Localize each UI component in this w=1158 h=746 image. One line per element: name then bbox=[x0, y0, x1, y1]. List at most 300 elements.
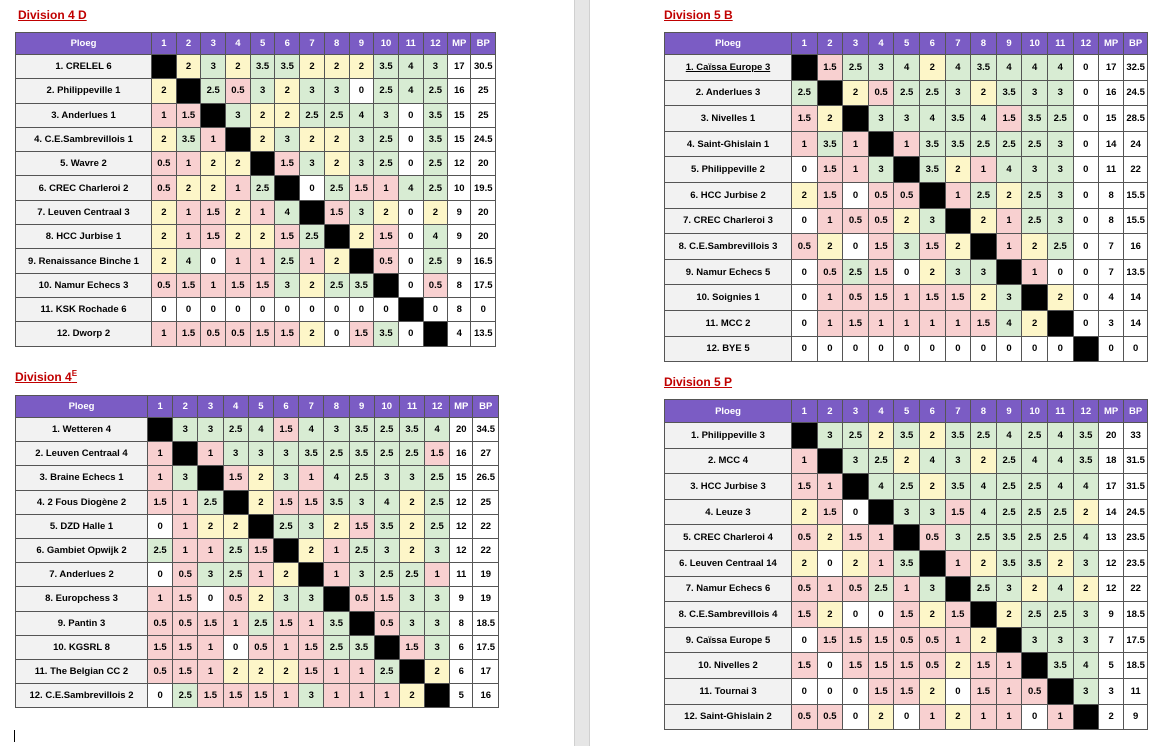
board-points-cell: 0 bbox=[471, 297, 496, 321]
score-cell: 3 bbox=[425, 538, 450, 562]
score-cell: 2 bbox=[399, 538, 424, 562]
score-cell: 3.5 bbox=[1073, 423, 1099, 449]
score-cell: 4 bbox=[996, 157, 1022, 183]
score-cell: 2.5 bbox=[1047, 234, 1073, 260]
self-match-cell bbox=[894, 157, 920, 183]
table-row bbox=[16, 225, 496, 249]
score-cell: 2.5 bbox=[1022, 474, 1048, 500]
team-name-cell: 8. Europchess 3 bbox=[16, 587, 148, 611]
score-cell: 1.5 bbox=[919, 234, 945, 260]
score-cell: 2.5 bbox=[423, 152, 448, 176]
column-header-4: 4 bbox=[868, 33, 894, 55]
board-points-cell: 17 bbox=[473, 659, 499, 683]
team-name-cell: 10. Soignies 1 bbox=[665, 285, 792, 311]
score-cell: 0 bbox=[324, 322, 349, 346]
score-cell: 1 bbox=[198, 635, 223, 659]
team-name-cell[interactable]: 1. Caïssa Europe 3 bbox=[665, 55, 792, 81]
score-cell: 4 bbox=[1022, 55, 1048, 81]
score-cell: 2.5 bbox=[843, 259, 869, 285]
team-name-cell: 10. KGSRL 8 bbox=[16, 635, 148, 659]
score-cell: 2.5 bbox=[996, 131, 1022, 157]
table-row bbox=[16, 273, 496, 297]
match-points-cell: 8 bbox=[450, 611, 473, 635]
score-cell: 3 bbox=[425, 587, 450, 611]
score-cell: 0 bbox=[250, 297, 275, 321]
score-cell: 4 bbox=[1047, 423, 1073, 449]
score-cell: 4 bbox=[1047, 576, 1073, 602]
score-cell: 3.5 bbox=[945, 423, 971, 449]
score-cell: 2.5 bbox=[425, 514, 450, 538]
score-cell: 2.5 bbox=[148, 538, 173, 562]
score-cell: 0 bbox=[792, 259, 818, 285]
score-cell: 2.5 bbox=[275, 249, 300, 273]
self-match-cell bbox=[273, 538, 298, 562]
score-cell: 1.5 bbox=[299, 635, 324, 659]
score-cell: 2.5 bbox=[324, 273, 349, 297]
score-cell: 1 bbox=[176, 152, 201, 176]
score-cell: 1 bbox=[176, 225, 201, 249]
score-cell: 1.5 bbox=[894, 602, 920, 628]
board-points-cell: 25 bbox=[473, 490, 499, 514]
score-cell: 2.5 bbox=[868, 576, 894, 602]
board-points-cell: 22 bbox=[473, 514, 499, 538]
score-cell: 2 bbox=[792, 550, 818, 576]
score-cell: 3 bbox=[1047, 182, 1073, 208]
score-cell: 3.5 bbox=[945, 106, 971, 132]
score-cell: 3.5 bbox=[250, 55, 275, 79]
score-cell: 1 bbox=[996, 704, 1022, 730]
table-row bbox=[16, 684, 499, 708]
score-cell: 2.5 bbox=[843, 423, 869, 449]
column-header-7: 7 bbox=[945, 33, 971, 55]
column-header-1: 1 bbox=[148, 396, 173, 418]
match-points-cell: 4 bbox=[1099, 285, 1124, 311]
board-points-cell: 9 bbox=[1124, 704, 1148, 730]
score-cell: 0 bbox=[843, 499, 869, 525]
self-match-cell bbox=[1022, 653, 1048, 679]
score-cell: 2.5 bbox=[1022, 208, 1048, 234]
table-row bbox=[665, 474, 1148, 500]
score-cell: 2 bbox=[374, 200, 399, 224]
table-row bbox=[16, 514, 499, 538]
score-cell: 2.5 bbox=[374, 418, 399, 442]
score-cell: 2 bbox=[275, 79, 300, 103]
score-cell: 1.5 bbox=[226, 273, 251, 297]
text-cursor bbox=[14, 730, 15, 742]
column-header-6: 6 bbox=[919, 400, 945, 423]
self-match-cell bbox=[945, 208, 971, 234]
score-cell: 3.5 bbox=[324, 490, 349, 514]
table-row bbox=[16, 322, 496, 346]
table-row bbox=[665, 627, 1148, 653]
score-cell: 2.5 bbox=[425, 466, 450, 490]
standings-table-5p bbox=[664, 399, 1148, 730]
score-cell: 2 bbox=[300, 127, 325, 151]
score-cell: 2 bbox=[176, 176, 201, 200]
score-cell: 4 bbox=[971, 499, 997, 525]
score-cell: 3 bbox=[248, 442, 273, 466]
standings-table-4e bbox=[15, 395, 499, 708]
table-row bbox=[16, 55, 496, 79]
self-match-cell bbox=[299, 563, 324, 587]
score-cell: 1 bbox=[868, 310, 894, 336]
score-cell: 1 bbox=[817, 285, 843, 311]
table-row bbox=[16, 249, 496, 273]
division-title-text: Division 4 bbox=[15, 370, 72, 384]
match-points-cell: 5 bbox=[1099, 653, 1124, 679]
match-points-cell: 7 bbox=[1099, 234, 1124, 260]
table-row bbox=[665, 310, 1148, 336]
score-cell: 3 bbox=[894, 234, 920, 260]
self-match-cell bbox=[1047, 310, 1073, 336]
table-row bbox=[665, 55, 1148, 81]
score-cell: 3 bbox=[198, 418, 223, 442]
self-match-cell bbox=[1073, 336, 1099, 362]
score-cell: 3.5 bbox=[1022, 550, 1048, 576]
match-points-cell: 12 bbox=[450, 538, 473, 562]
score-cell: 0 bbox=[198, 587, 223, 611]
score-cell: 2.5 bbox=[1047, 525, 1073, 551]
board-points-cell: 22 bbox=[1124, 157, 1148, 183]
score-cell: 3 bbox=[226, 103, 251, 127]
score-cell: 2.5 bbox=[792, 80, 818, 106]
score-cell: 1.5 bbox=[971, 653, 997, 679]
match-points-cell: 17 bbox=[448, 55, 471, 79]
board-points-cell: 16 bbox=[473, 684, 499, 708]
score-cell: 1.5 bbox=[996, 106, 1022, 132]
score-cell: 1.5 bbox=[250, 322, 275, 346]
score-cell: 4 bbox=[299, 418, 324, 442]
team-name-cell: 11. KSK Rochade 6 bbox=[16, 297, 152, 321]
score-cell: 0 bbox=[1047, 259, 1073, 285]
score-cell: 3 bbox=[1047, 80, 1073, 106]
column-header-5: 5 bbox=[894, 400, 920, 423]
score-cell: 2 bbox=[1022, 310, 1048, 336]
score-cell: 0.5 bbox=[173, 563, 198, 587]
match-points-cell: 5 bbox=[450, 684, 473, 708]
score-cell: 1 bbox=[868, 525, 894, 551]
score-cell: 2 bbox=[971, 627, 997, 653]
score-cell: 0 bbox=[1073, 310, 1099, 336]
score-cell: 3 bbox=[868, 106, 894, 132]
score-cell: 2.5 bbox=[1047, 499, 1073, 525]
score-cell: 2.5 bbox=[273, 514, 298, 538]
score-cell: 0.5 bbox=[868, 208, 894, 234]
match-points-cell: 8 bbox=[448, 297, 471, 321]
team-name-cell: 2. Leuven Centraal 4 bbox=[16, 442, 148, 466]
column-header-6: 6 bbox=[919, 33, 945, 55]
column-header-10: 10 bbox=[374, 33, 399, 55]
score-cell: 2 bbox=[349, 225, 374, 249]
self-match-cell bbox=[1022, 285, 1048, 311]
team-name-cell: 5. DZD Halle 1 bbox=[16, 514, 148, 538]
score-cell: 1 bbox=[201, 127, 226, 151]
match-points-cell: 12 bbox=[448, 152, 471, 176]
division-title-text: Division 5 P bbox=[664, 375, 733, 389]
score-cell: 2 bbox=[248, 587, 273, 611]
score-cell: 1.5 bbox=[275, 322, 300, 346]
score-cell: 3.5 bbox=[176, 127, 201, 151]
team-name-cell: 8. HCC Jurbise 1 bbox=[16, 225, 152, 249]
score-cell: 3 bbox=[374, 538, 399, 562]
match-points-cell: 20 bbox=[450, 418, 473, 442]
score-cell: 2 bbox=[201, 176, 226, 200]
score-cell: 2.5 bbox=[996, 474, 1022, 500]
score-cell: 2 bbox=[349, 55, 374, 79]
team-name-cell: 3. Braine Echecs 1 bbox=[16, 466, 148, 490]
score-cell: 3 bbox=[1073, 627, 1099, 653]
table-row bbox=[665, 131, 1148, 157]
score-cell: 3.5 bbox=[971, 55, 997, 81]
score-cell: 1.5 bbox=[792, 106, 818, 132]
column-header-4: 4 bbox=[868, 400, 894, 423]
table-row bbox=[665, 182, 1148, 208]
score-cell: 1.5 bbox=[868, 653, 894, 679]
match-points-cell: 15 bbox=[448, 103, 471, 127]
board-points-cell: 13.5 bbox=[471, 322, 496, 346]
score-cell: 1 bbox=[148, 442, 173, 466]
board-points-cell: 25 bbox=[471, 103, 496, 127]
score-cell: 3 bbox=[1022, 157, 1048, 183]
score-cell: 1 bbox=[817, 310, 843, 336]
score-cell: 2 bbox=[971, 80, 997, 106]
score-cell: 2 bbox=[817, 602, 843, 628]
column-header-bp: BP bbox=[1124, 400, 1148, 423]
self-match-cell bbox=[152, 55, 177, 79]
score-cell: 1.5 bbox=[894, 678, 920, 704]
score-cell: 0 bbox=[1073, 182, 1099, 208]
table-row bbox=[16, 79, 496, 103]
team-name-cell: 4. Saint-Ghislain 1 bbox=[665, 131, 792, 157]
column-header-5: 5 bbox=[248, 396, 273, 418]
score-cell: 3.5 bbox=[423, 103, 448, 127]
score-cell: 0.5 bbox=[792, 704, 818, 730]
score-cell: 1.5 bbox=[868, 234, 894, 260]
self-match-cell bbox=[223, 490, 248, 514]
score-cell: 2 bbox=[971, 208, 997, 234]
score-cell: 2.5 bbox=[399, 442, 424, 466]
score-cell: 1 bbox=[299, 611, 324, 635]
column-header-4: 4 bbox=[223, 396, 248, 418]
score-cell: 3.5 bbox=[1047, 653, 1073, 679]
score-cell: 0 bbox=[1022, 336, 1048, 362]
match-points-cell: 14 bbox=[1099, 131, 1124, 157]
score-cell: 0 bbox=[792, 208, 818, 234]
score-cell: 0 bbox=[223, 635, 248, 659]
column-header-10: 10 bbox=[374, 396, 399, 418]
score-cell: 0.5 bbox=[894, 182, 920, 208]
score-cell: 0 bbox=[148, 684, 173, 708]
score-cell: 3 bbox=[300, 79, 325, 103]
score-cell: 2.5 bbox=[198, 490, 223, 514]
score-cell: 3 bbox=[173, 466, 198, 490]
self-match-cell bbox=[324, 225, 349, 249]
score-cell: 0.5 bbox=[817, 259, 843, 285]
board-points-cell: 16 bbox=[1124, 234, 1148, 260]
column-header-team: Ploeg bbox=[665, 33, 792, 55]
score-cell: 3 bbox=[173, 418, 198, 442]
column-header-1: 1 bbox=[152, 33, 177, 55]
score-cell: 1.5 bbox=[176, 103, 201, 127]
score-cell: 2.5 bbox=[300, 103, 325, 127]
score-cell: 0 bbox=[374, 297, 399, 321]
score-cell: 0 bbox=[792, 310, 818, 336]
match-points-cell: 9 bbox=[448, 200, 471, 224]
score-cell: 0.5 bbox=[152, 152, 177, 176]
score-cell: 2 bbox=[201, 152, 226, 176]
score-cell: 2 bbox=[996, 602, 1022, 628]
table-row bbox=[16, 297, 496, 321]
score-cell: 3.5 bbox=[349, 442, 374, 466]
match-points-cell: 11 bbox=[1099, 157, 1124, 183]
score-cell: 3.5 bbox=[919, 131, 945, 157]
score-cell: 1 bbox=[792, 131, 818, 157]
score-cell: 1 bbox=[173, 514, 198, 538]
score-cell: 1 bbox=[945, 550, 971, 576]
score-cell: 3 bbox=[894, 499, 920, 525]
score-cell: 1.5 bbox=[349, 176, 374, 200]
score-cell: 2 bbox=[919, 678, 945, 704]
self-match-cell bbox=[324, 587, 349, 611]
score-cell: 3 bbox=[273, 587, 298, 611]
table-row bbox=[665, 525, 1148, 551]
score-cell: 3 bbox=[996, 576, 1022, 602]
score-cell: 0 bbox=[1073, 208, 1099, 234]
column-header-9: 9 bbox=[349, 396, 374, 418]
self-match-cell bbox=[996, 259, 1022, 285]
score-cell: 2.5 bbox=[868, 448, 894, 474]
score-cell: 3.5 bbox=[919, 157, 945, 183]
score-cell: 4 bbox=[1047, 55, 1073, 81]
score-cell: 2.5 bbox=[425, 490, 450, 514]
score-cell: 2 bbox=[919, 423, 945, 449]
board-points-cell: 24 bbox=[1124, 131, 1148, 157]
board-points-cell: 19 bbox=[473, 587, 499, 611]
division-title-text: Division 5 B bbox=[664, 8, 733, 22]
team-name-cell: 7. Namur Echecs 6 bbox=[665, 576, 792, 602]
board-points-cell: 24.5 bbox=[1124, 499, 1148, 525]
team-name-cell: 2. MCC 4 bbox=[665, 448, 792, 474]
score-cell: 2.5 bbox=[971, 576, 997, 602]
self-match-cell bbox=[349, 249, 374, 273]
score-cell: 0 bbox=[201, 249, 226, 273]
score-cell: 3 bbox=[299, 684, 324, 708]
column-header-7: 7 bbox=[945, 400, 971, 423]
table-row bbox=[16, 538, 499, 562]
score-cell: 4 bbox=[971, 474, 997, 500]
score-cell: 0.5 bbox=[1022, 678, 1048, 704]
score-cell: 3 bbox=[399, 587, 424, 611]
board-points-cell: 23.5 bbox=[1124, 550, 1148, 576]
board-points-cell: 31.5 bbox=[1124, 474, 1148, 500]
score-cell: 4 bbox=[1047, 448, 1073, 474]
board-points-cell: 13.5 bbox=[1124, 259, 1148, 285]
score-cell: 1 bbox=[173, 490, 198, 514]
column-header-1: 1 bbox=[792, 400, 818, 423]
score-cell: 1.5 bbox=[176, 322, 201, 346]
score-cell: 3 bbox=[1022, 627, 1048, 653]
match-points-cell: 3 bbox=[1099, 678, 1124, 704]
score-cell: 0.5 bbox=[817, 704, 843, 730]
match-points-cell: 6 bbox=[450, 635, 473, 659]
board-points-cell: 24.5 bbox=[1124, 80, 1148, 106]
score-cell: 0.5 bbox=[423, 273, 448, 297]
score-cell: 1.5 bbox=[250, 273, 275, 297]
score-cell: 1 bbox=[996, 653, 1022, 679]
score-cell: 2 bbox=[996, 182, 1022, 208]
score-cell: 0 bbox=[398, 103, 423, 127]
team-name-cell: 10. Nivelles 2 bbox=[665, 653, 792, 679]
table-row bbox=[16, 103, 496, 127]
table-row bbox=[665, 653, 1148, 679]
score-cell: 1 bbox=[945, 627, 971, 653]
self-match-cell bbox=[817, 448, 843, 474]
score-cell: 1 bbox=[868, 550, 894, 576]
score-cell: 2 bbox=[299, 538, 324, 562]
score-cell: 2 bbox=[919, 55, 945, 81]
column-header-bp: BP bbox=[471, 33, 496, 55]
team-name-cell: 11. Tournai 3 bbox=[665, 678, 792, 704]
score-cell: 3.5 bbox=[374, 322, 399, 346]
team-name-cell: 2. Anderlues 3 bbox=[665, 80, 792, 106]
score-cell: 3 bbox=[399, 466, 424, 490]
score-cell: 0 bbox=[1073, 55, 1099, 81]
score-cell: 3 bbox=[1047, 131, 1073, 157]
score-cell: 2.5 bbox=[324, 176, 349, 200]
self-match-cell bbox=[792, 55, 818, 81]
score-cell: 2 bbox=[223, 659, 248, 683]
score-cell: 2.5 bbox=[1047, 602, 1073, 628]
score-cell: 2.5 bbox=[1022, 182, 1048, 208]
table-row bbox=[665, 285, 1148, 311]
score-cell: 3 bbox=[945, 259, 971, 285]
self-match-cell bbox=[250, 152, 275, 176]
score-cell: 2 bbox=[273, 659, 298, 683]
table-header-row bbox=[16, 33, 496, 55]
score-cell: 2.5 bbox=[423, 176, 448, 200]
score-cell: 4 bbox=[324, 466, 349, 490]
score-cell: 1.5 bbox=[843, 310, 869, 336]
score-cell: 4 bbox=[894, 55, 920, 81]
score-cell: 1.5 bbox=[273, 490, 298, 514]
score-cell: 2.5 bbox=[919, 80, 945, 106]
score-cell: 0.5 bbox=[201, 322, 226, 346]
score-cell: 3 bbox=[273, 442, 298, 466]
score-cell: 0 bbox=[398, 152, 423, 176]
board-points-cell: 18.5 bbox=[473, 611, 499, 635]
score-cell: 1 bbox=[299, 466, 324, 490]
score-cell: 3 bbox=[945, 80, 971, 106]
division-title-text: Division 4 D bbox=[18, 8, 87, 22]
team-name-cell: 9. Caïssa Europe 5 bbox=[665, 627, 792, 653]
team-name-cell: 6. Gambiet Opwijk 2 bbox=[16, 538, 148, 562]
score-cell: 1.5 bbox=[148, 635, 173, 659]
score-cell: 0 bbox=[868, 336, 894, 362]
score-cell: 2 bbox=[971, 550, 997, 576]
team-name-cell: 11. MCC 2 bbox=[665, 310, 792, 336]
score-cell: 1.5 bbox=[843, 627, 869, 653]
score-cell: 1.5 bbox=[919, 285, 945, 311]
score-cell: 4 bbox=[945, 55, 971, 81]
table-row bbox=[665, 678, 1148, 704]
score-cell: 1 bbox=[152, 103, 177, 127]
match-points-cell: 3 bbox=[1099, 310, 1124, 336]
score-cell: 3 bbox=[201, 55, 226, 79]
score-cell: 1.5 bbox=[868, 627, 894, 653]
board-points-cell: 17.5 bbox=[1124, 627, 1148, 653]
board-points-cell: 25 bbox=[471, 79, 496, 103]
score-cell: 3 bbox=[275, 273, 300, 297]
